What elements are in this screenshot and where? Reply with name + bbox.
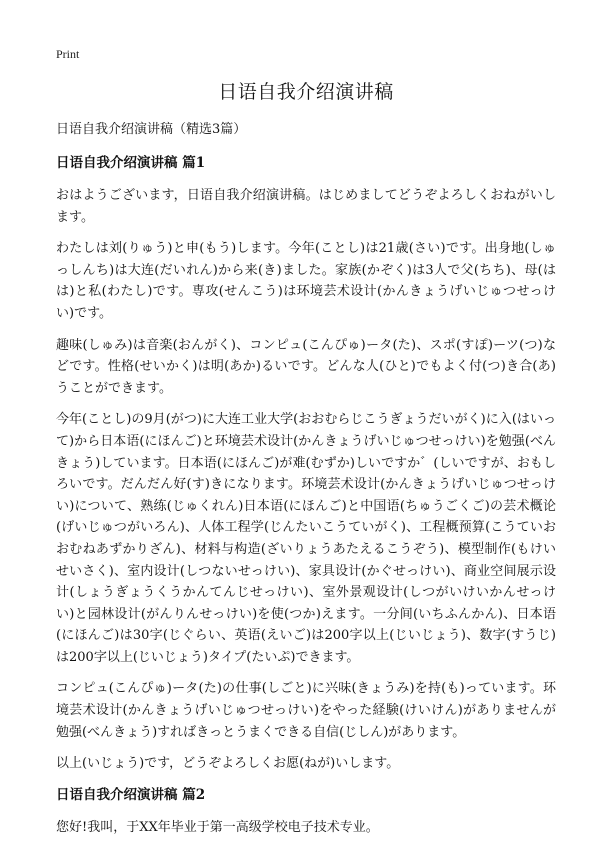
paragraph-study: 今年(ことし)の9月(がつ)に大连工业大学(おおむらじこうぎょうだいがく)に入(はいって)から日本语(にほんご)と环境芸术设计(かんきょうげいじゅつせっけい)を勉强(べんきょう)しています。日本语(にほんご)が难(むずか)しいですか゛(しいですが、おもしろいです。だんだん好(す)きになります。环境芸术设计(かんきょうげいじゅつせっけい)について、熟练(じゅくれん)日本语(にほんご)と中国语(ちゅうごくご)の芸术概论(げいじゅつがいろん)、人体工程学(じんたいこうていがく)、工程概预算(こうていおおむねあずかりざん)、材料与构造(ざいりょうあたえるこうぞう)、模型制作(もけいせいさく)、室内设计(しつないせっけい)、家具设计(かぐせっけい)、商业空间展示设计(しょうぎょうくうかんてんじせっけい)、室外景观设计(しつがいけいかんせっけい)と园林设计(がんりんせっけい)を使(つか)えます。一分间(いちふんかん)、日本语(にほんご)は30字(じぐらい、英语(えいご)は200字以上(じいじょう)、数字(すうじ)は200字以上(じいじょう)タイプ(たいぷ)できます。 <box>56 412 556 665</box>
paragraph-section-2-intro: 您好!我叫，于XX年毕业于第一高级学校电子技术专业。 <box>56 819 379 835</box>
paragraph-closing: 以上(いじょう)です，どうぞよろしくお愿(ねが)いします。 <box>56 756 400 772</box>
paragraph-interest: コンピュ(こんぴゅ)ータ(た)の仕事(しごと)に兴味(きょうみ)を持(も)っています。环境芸术设计(かんきょうげいじゅつせっけい)をやった経験(けいけん)がありませんが勉强(べんきょう)すればきっとうまくできる自信(じしん)があります。 <box>56 681 556 740</box>
section-2-heading: 日语自我介绍演讲稿 篇2 <box>56 786 206 803</box>
document-subtitle: 日语自我介绍演讲稿（精选3篇） <box>56 122 247 137</box>
document-body <box>56 78 556 848</box>
section-1 <box>56 153 556 775</box>
paragraph-intro: わたしは刘(りゅう)と申(もう)します。今年(ことし)は21歳(さい)です。出身地(しゅっしんち)は大连(だいれん)から来(き)ました。家族(かぞく)は3人で父(ちち)、母(はは)と私(わたし)です。専攻(せんこう)は环境芸术设计(かんきょうげいじゅつせっけい)です。 <box>56 241 556 321</box>
print-link[interactable]: Print <box>56 47 80 61</box>
paragraph-hobbies: 趣味(しゅみ)は音楽(おんがく)、コンピュ(こんぴゅ)ータ(た)、スポ(すぽ)ーツ(つ)などです。性格(せいかく)は明(あか)るいです。どんな人(ひと)でもよく付(つ)き合(あ)うことができます。 <box>56 337 556 396</box>
document-title: 日语自我介绍演讲稿 <box>218 81 394 103</box>
paragraph-greeting: おはようございます，日语自我介绍演讲稿。はじめましてどうぞよろしくおねがいします。 <box>56 188 556 225</box>
section-2 <box>56 785 556 839</box>
section-1-heading: 日语自我介绍演讲稿 篇1 <box>56 155 206 171</box>
